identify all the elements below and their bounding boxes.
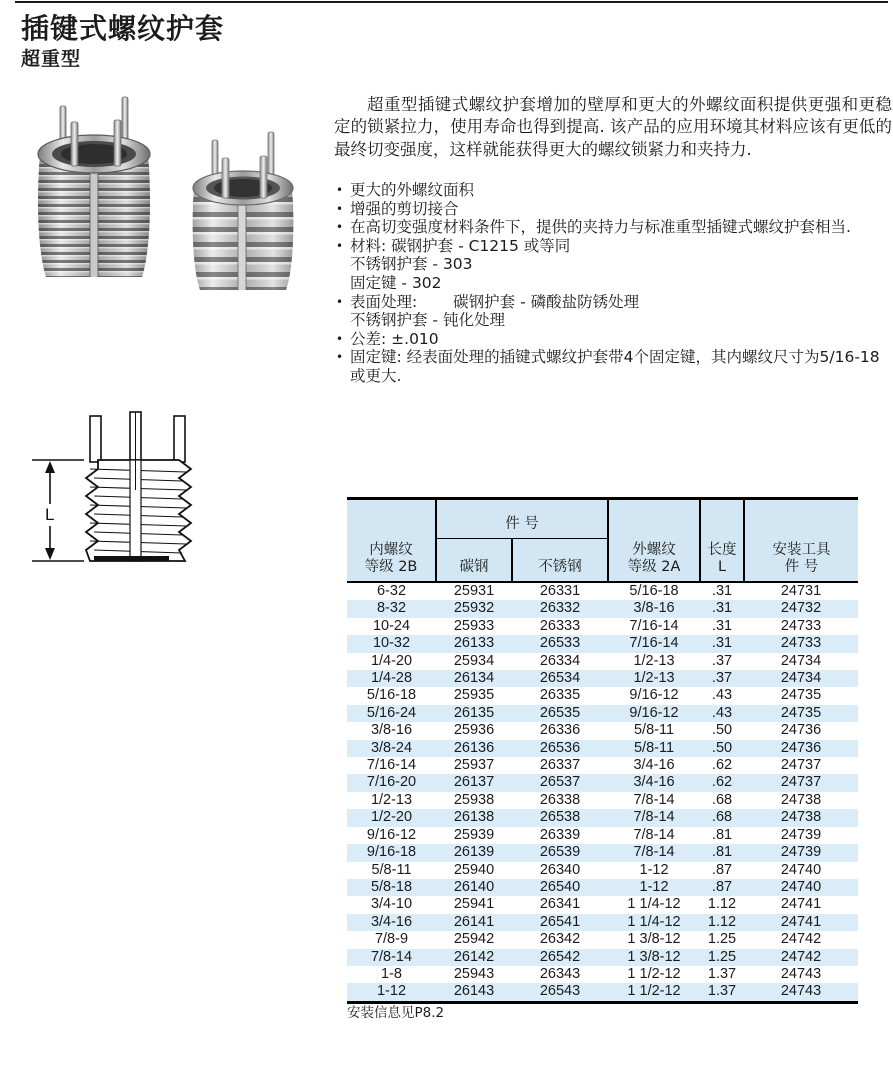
table-cell: 1.37 <box>707 965 737 982</box>
bullet-dot: • <box>336 294 344 309</box>
intro-paragraph: 超重型插键式螺纹护套增加的壁厚和更大的外螺纹面积提供更强和更稳定的锁紧拉力，使用寿命也得到提高. 该产品的应用环境其材料应该有更低的最终切变强度，这样就能获得更大的螺纹锁紧力和夹持力. <box>334 95 892 159</box>
table-cell: 26133 <box>436 635 512 652</box>
table-cell: 26331 <box>539 583 581 599</box>
table-row <box>347 949 858 966</box>
table-row <box>347 809 858 826</box>
table-cell: 26139 <box>436 844 512 861</box>
table-cell: 26341 <box>539 896 581 913</box>
table-cell: .81 <box>700 844 744 861</box>
table-cell: .81 <box>711 826 733 843</box>
table-row <box>347 914 858 931</box>
table-cell: 26137 <box>436 774 512 791</box>
page-subtitle: 超重型 <box>21 48 82 70</box>
table-cell: 24739 <box>744 844 858 861</box>
table-cell: 3/8-24 <box>347 740 436 757</box>
table-cell: 1 3/8-12 <box>608 949 700 966</box>
table-cell: 5/8-18 <box>347 879 436 896</box>
col-header-line: 外螺纹 <box>632 542 676 558</box>
table-row <box>347 705 858 722</box>
col-header-carbon-steel: 碳钢 <box>436 539 512 583</box>
table-row <box>347 653 858 670</box>
install-info-footnote: 安装信息见P8.2 <box>347 1005 445 1021</box>
feature-line <box>336 311 893 330</box>
dimension-label: L <box>45 505 55 524</box>
table-cell: 26143 <box>436 983 512 1002</box>
table-cell: 3/8-16 <box>608 600 700 617</box>
table-cell: 25939 <box>453 826 495 843</box>
table-cell: 25936 <box>453 722 495 739</box>
table-cell: 1-12 <box>608 879 700 896</box>
col-header-stainless-steel: 不锈钢 <box>512 539 608 583</box>
table-cell: 7/8-14 <box>633 791 675 808</box>
table-cell: 24739 <box>780 826 822 843</box>
spec-table <box>347 497 858 1004</box>
table-cell: 1-12 <box>639 861 669 878</box>
table-cell: 24735 <box>780 687 822 704</box>
col-header-install-tool <box>744 499 858 583</box>
table-cell: .68 <box>711 791 733 808</box>
table-cell: 24733 <box>780 617 822 634</box>
page-title: 插键式螺纹护套 <box>21 12 225 45</box>
table-cell: .31 <box>711 583 733 599</box>
table-cell: 1/2-13 <box>370 791 413 808</box>
table-cell: 26337 <box>539 757 581 774</box>
threaded-insert-photos-icon <box>16 92 324 322</box>
table-cell: 26142 <box>436 949 512 966</box>
table-cell: 10-24 <box>372 617 411 634</box>
table-row <box>347 635 858 652</box>
table-cell: 5/16-18 <box>629 583 679 599</box>
feature-line <box>336 348 893 385</box>
feature-line <box>336 218 893 237</box>
bullet-dot: • <box>336 238 344 253</box>
table-cell: 26332 <box>512 600 608 617</box>
table-cell: .31 <box>711 617 733 634</box>
table-cell: .37 <box>711 652 733 669</box>
table-cell: 6-32 <box>376 583 407 599</box>
page-top-rule <box>15 1 888 3</box>
table-cell: 1 1/2-12 <box>608 983 700 1002</box>
table-row <box>347 896 858 913</box>
feature-line <box>336 255 893 274</box>
table-cell: 9/16-12 <box>608 705 700 722</box>
table-cell: 7/8-9 <box>374 931 409 948</box>
table-cell: .87 <box>700 879 744 896</box>
table-cell: .68 <box>700 809 744 826</box>
feature-list <box>336 181 893 386</box>
table-cell: 8-32 <box>347 600 436 617</box>
table-cell: 26539 <box>512 844 608 861</box>
table-cell: 24733 <box>744 635 858 652</box>
feature-text: 表面处理: 碳钢护套 - 磷酸盐防锈处理 <box>350 292 640 311</box>
table-cell: 26536 <box>512 740 608 757</box>
table-cell: 25942 <box>453 931 495 948</box>
table-row <box>347 740 858 757</box>
table-cell: 26334 <box>539 652 581 669</box>
table-cell: 1 1/2-12 <box>627 965 681 982</box>
table-cell: 26136 <box>436 740 512 757</box>
table-cell: 1.25 <box>700 949 744 966</box>
table-cell: 24741 <box>780 896 822 913</box>
table-cell: 24732 <box>744 600 858 617</box>
table-cell: 5/16-24 <box>347 705 436 722</box>
table-row <box>347 670 858 687</box>
bullet-indent <box>336 311 350 330</box>
table-cell: 1/2-13 <box>633 652 675 669</box>
table-row <box>347 687 858 704</box>
table-cell: 5/8-11 <box>633 722 675 739</box>
table-cell: 7/16-14 <box>629 617 679 634</box>
table-cell: 7/8-14 <box>608 844 700 861</box>
bullet-dot: • <box>336 331 344 346</box>
table-cell: 3/4-10 <box>370 896 413 913</box>
table-cell: 25941 <box>453 896 495 913</box>
table-cell: 24738 <box>780 791 822 808</box>
table-row <box>347 931 858 948</box>
table-cell: 26534 <box>512 670 608 687</box>
feature-text: 不锈钢护套 - 303 <box>350 255 473 274</box>
feature-text: 材料: 碳钢护套 - C1215 或等同 <box>350 236 571 255</box>
feature-text: 更大的外螺纹面积 <box>350 181 475 199</box>
table-cell: 26540 <box>512 879 608 896</box>
table-cell: 1/2-20 <box>347 809 436 826</box>
table-cell: 7/8-14 <box>347 949 436 966</box>
table-cell: 24736 <box>744 740 858 757</box>
dimension-drawing <box>24 398 236 580</box>
table-cell: 26538 <box>512 809 608 826</box>
table-row <box>347 618 858 635</box>
table-cell: .43 <box>700 705 744 722</box>
table-cell: 25931 <box>453 583 495 599</box>
bullet-dot: • <box>336 201 344 216</box>
table-cell: 26537 <box>512 774 608 791</box>
feature-text: 不锈钢护套 - 钝化处理 <box>350 311 505 330</box>
bullet-dot: • <box>336 183 344 197</box>
col-header-external-thread <box>608 499 700 583</box>
table-cell: 24734 <box>780 652 822 669</box>
table-cell: .50 <box>711 722 733 739</box>
col-group-header-part-no: 件 号 <box>436 499 608 539</box>
table-cell: 9/16-12 <box>629 687 679 704</box>
table-cell: 3/4-16 <box>608 774 700 791</box>
table-cell: 25935 <box>453 687 495 704</box>
table-cell: 1 1/4-12 <box>608 914 700 931</box>
col-header-line: 件 号 <box>784 559 819 575</box>
col-header-line: 内螺纹 <box>369 542 413 558</box>
table-row <box>347 774 858 791</box>
table-cell: 24737 <box>780 757 822 774</box>
col-header-line: 等级 2B <box>364 559 418 575</box>
bullet-dot: • <box>336 220 344 235</box>
table-cell: 24737 <box>744 774 858 791</box>
table-cell: 1/4-20 <box>370 652 413 669</box>
table-cell: 1 1/4-12 <box>627 896 681 913</box>
table-cell: .31 <box>700 600 744 617</box>
table-cell: 25932 <box>436 600 512 617</box>
insert-side-view-icon <box>24 398 236 580</box>
table-cell: 26339 <box>539 826 581 843</box>
table-cell: 1/4-28 <box>347 670 436 687</box>
feature-line <box>336 293 893 312</box>
table-cell: 26340 <box>539 861 581 878</box>
table-cell: 26543 <box>512 983 608 1002</box>
bullet-indent <box>336 274 350 293</box>
table-cell: 7/8-14 <box>633 826 675 843</box>
feature-text: 公差: ±.010 <box>350 329 439 348</box>
feature-line <box>336 274 893 293</box>
table-cell: 26542 <box>512 949 608 966</box>
table-cell: 10-32 <box>347 635 436 652</box>
table-cell: 24742 <box>780 931 822 948</box>
table-cell: 3/4-16 <box>633 757 675 774</box>
insert-photo-fine-thread <box>34 97 156 282</box>
table-cell: 3/4-16 <box>347 914 436 931</box>
table-cell: .37 <box>700 670 744 687</box>
table-cell: 26336 <box>539 722 581 739</box>
feature-text: 固定键: 经表面处理的插键式螺纹护套带4个固定键，其内螺纹尺寸为5/16-18或更大. <box>350 348 880 385</box>
feature-line <box>336 181 893 200</box>
table-cell: 26533 <box>512 635 608 652</box>
table-cell: 7/16-14 <box>608 635 700 652</box>
table-cell: 25934 <box>453 652 495 669</box>
table-cell: 24734 <box>744 670 858 687</box>
table-cell: 3/8-16 <box>370 722 413 739</box>
col-header-line: 等级 2A <box>627 559 681 575</box>
feature-text: 增强的剪切接合 <box>350 199 459 218</box>
table-cell: 1.37 <box>700 983 744 1002</box>
bullet-dot: • <box>336 350 344 365</box>
table-row <box>347 827 858 844</box>
table-cell: 26140 <box>436 879 512 896</box>
table-row <box>347 582 858 600</box>
table-row <box>347 600 858 617</box>
table-cell: 24741 <box>744 914 858 931</box>
table-cell: .31 <box>700 635 744 652</box>
table-cell: 26342 <box>539 931 581 948</box>
table-row <box>347 862 858 879</box>
feature-text: 固定键 - 302 <box>350 273 442 292</box>
table-cell: .43 <box>711 687 733 704</box>
table-row <box>347 966 858 983</box>
feature-line <box>336 330 893 349</box>
table-cell: 7/16-20 <box>347 774 436 791</box>
feature-text: 在高切变强度材料条件下，提供的夹持力与标准重型插键式螺纹护套相当. <box>350 218 851 237</box>
table-cell: 26141 <box>436 914 512 931</box>
table-cell: 26343 <box>539 965 581 982</box>
bullet-indent <box>336 255 350 274</box>
table-cell: 5/16-18 <box>366 687 417 704</box>
table-cell: .87 <box>711 861 733 878</box>
table-cell: 24736 <box>780 722 822 739</box>
table-cell: 25943 <box>453 965 495 982</box>
table-cell: .50 <box>700 740 744 757</box>
table-cell: 25940 <box>453 861 495 878</box>
table-cell: 1.12 <box>707 896 737 913</box>
table-cell: 26541 <box>512 914 608 931</box>
spec-table-body <box>347 582 858 1002</box>
table-cell: 24740 <box>744 879 858 896</box>
table-cell: 5/8-11 <box>608 740 700 757</box>
table-cell: 26335 <box>539 687 581 704</box>
table-cell: 25933 <box>453 617 495 634</box>
col-header-internal-thread <box>347 499 436 583</box>
col-header-length <box>700 499 744 583</box>
table-cell: 1 3/8-12 <box>627 931 681 948</box>
table-cell: 24735 <box>744 705 858 722</box>
feature-line <box>336 237 893 256</box>
table-row <box>347 844 858 861</box>
table-cell: 24740 <box>780 861 822 878</box>
table-cell: 1/2-13 <box>608 670 700 687</box>
table-cell: 24742 <box>744 949 858 966</box>
col-header-line: L <box>717 559 727 575</box>
table-cell: 1-8 <box>381 965 402 982</box>
table-cell: 1-12 <box>347 983 436 1002</box>
table-cell: 25938 <box>453 791 495 808</box>
table-cell: 1.12 <box>700 914 744 931</box>
table-cell: 24731 <box>780 583 822 599</box>
table-cell: 9/16-18 <box>347 844 436 861</box>
table-cell: .62 <box>711 757 733 774</box>
table-cell: 26338 <box>539 791 581 808</box>
table-row <box>347 983 858 1002</box>
table-row <box>347 722 858 739</box>
table-row <box>347 757 858 774</box>
table-cell: 24738 <box>744 809 858 826</box>
table-cell: 9/16-12 <box>366 826 417 843</box>
table-cell: 7/16-14 <box>366 757 417 774</box>
col-header-line: 安装工具 <box>772 542 831 558</box>
feature-line <box>336 200 893 219</box>
table-cell: 5/8-11 <box>371 861 412 878</box>
table-cell: 26135 <box>436 705 512 722</box>
insert-photo-coarse-thread <box>188 132 300 298</box>
table-cell: 25937 <box>453 757 495 774</box>
table-cell: .62 <box>700 774 744 791</box>
col-header-line: 长度 <box>707 542 737 558</box>
table-row <box>347 792 858 809</box>
table-cell: 24743 <box>780 965 822 982</box>
table-cell: 26134 <box>436 670 512 687</box>
table-cell: 26535 <box>512 705 608 722</box>
table-cell: 26138 <box>436 809 512 826</box>
table-cell: 1.25 <box>707 931 737 948</box>
table-cell: 24743 <box>744 983 858 1002</box>
table-cell: 7/8-14 <box>608 809 700 826</box>
table-cell: 26333 <box>539 617 581 634</box>
product-photos <box>16 92 324 322</box>
table-row <box>347 879 858 896</box>
